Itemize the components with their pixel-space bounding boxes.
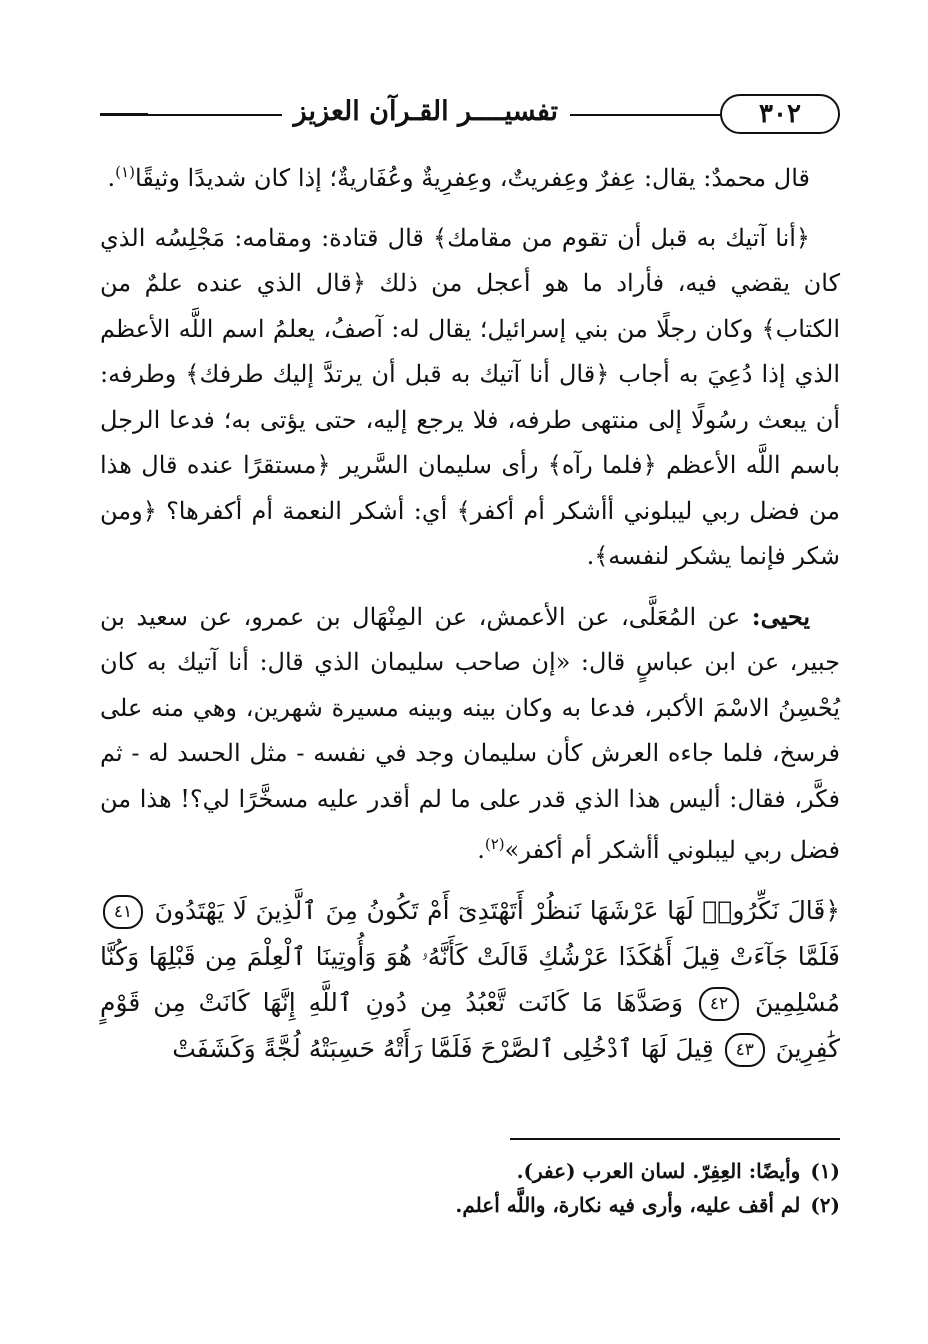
header-dash	[100, 113, 148, 116]
quran-passage	[100, 888, 840, 1072]
footnote-number: (١)	[810, 1159, 840, 1183]
footnote-1	[100, 1154, 840, 1188]
quran-text-c: وَصَدَّهَا مَا كَانَت تَّعْبُدُ مِن دُونِ ٱللَّهِ إِنَّهَا كَانَتْ مِن قَوْمٍ كَٰفِرِينَ	[100, 987, 840, 1063]
running-title: تفسيــــر القـرآن العزيز	[282, 92, 570, 132]
footnote-text: وأيضًا: العِفِرّ. لسان العرب (عفر).	[516, 1159, 801, 1183]
ayah-number-41: ٤١	[103, 895, 143, 929]
footnote-2	[100, 1188, 840, 1222]
ayah-number-42: ٤٢	[699, 987, 739, 1021]
footnote-ref-2: (٢)	[484, 835, 505, 853]
ayah-number-43: ٤٣	[725, 1033, 765, 1067]
footnote-number: (٢)	[810, 1193, 840, 1217]
quran-text-b: فَلَمَّا جَآءَتْ قِيلَ أَهَٰكَذَا عَرْشُكِ قَالَتْ كَأَنَّهُۥ هُوَ وَأُوتِينَا ٱلْعِلْمَ مِن قَبْلِهَا وَكُنَّا مُسْلِمِينَ	[100, 941, 841, 1017]
paragraph-3-end: .	[477, 836, 485, 864]
speaker-name: يحيى:	[751, 601, 810, 631]
quran-text-a: ﴿قَالَ نَكِّرُوا۟ لَهَا عَرْشَهَا نَنظُرْ أَتَهْتَدِىٓ أَمْ تَكُونُ مِنَ ٱلَّذِينَ لَا يَهْتَدُونَ	[154, 895, 840, 925]
page-header	[100, 88, 840, 144]
footnotes	[100, 1154, 840, 1222]
paragraph-3	[100, 594, 840, 874]
footnote-ref-1: (١)	[115, 163, 135, 181]
paragraph-1	[100, 150, 840, 202]
paragraph-1-end: .	[107, 164, 116, 192]
footnote-separator	[510, 1138, 840, 1140]
page-number: ٣٠٢	[720, 94, 840, 134]
paragraph-1-text: قال محمدٌ: يقال: عِفرٌ وعِفريتٌ، وعِفرِيةٌ وعُفَاريةٌ؛ إذا كان شديدًا وثيقًا	[134, 164, 810, 192]
paragraph-3-text: عن المُعَلَّى، عن الأعمش، عن المِنْهَال بن عمرو، عن سعيد بن جبير، عن ابن عباسٍ قال: «إن صاحب سليمان الذي قال: أنا آتيك به كان يُحْسِنُ الاسْمَ الأكبر، فدعا به وكان بينه وبينه مسيرة شهرين، وهي منه على فرسخ، فلما جاءه العرش كأن سليمان وجد في نفسه - مثل الحسد له - ثم فكَّر، فقال: أليس هذا الذي قدر على ما لم أقدر عليه مسخَّرًا لي؟! هذا من فضل ربي ليبلوني أأشكر أم أكفر»	[100, 602, 840, 864]
quran-text-d: قِيلَ لَهَا ٱدْخُلِى ٱلصَّرْحَ فَلَمَّا رَأَتْهُ حَسِبَتْهُ لُجَّةً وَكَشَفَتْ	[172, 1033, 714, 1063]
paragraph-2: ﴿أنا آتيك به قبل أن تقوم من مقامك﴾ قال قتادة: ومقامه: مَجْلِسُه الذي كان يقضي فيه، فأراد ما هو أعجل من ذلك ﴿قال الذي عنده علمٌ من الكتاب﴾ وكان رجلًا من بني إسرائيل؛ يقال له: آصفُ، يعلمُ اسم اللَّه الأعظم الذي إذا دُعِيَ به أجاب ﴿قال أنا آتيك به قبل أن يرتدَّ إليك طرفك﴾ وطرفه: أن يبعث رسُولًا إلى منتهى طرفه، فلا يرجع إليه، حتى يؤتى به؛ فدعا الرجل باسم اللَّه الأعظم ﴿فلما رآه﴾ رأى سليمان السَّرير ﴿مستقرًا عنده قال هذا من فضل ربي ليبلوني أأشكر أم أكفر﴾ أي: أشكر النعمة أم أكفرها؟ ﴿ومن شكر فإنما يشكر لنفسه﴾.	[100, 223, 840, 570]
footnote-text: لم أقف عليه، وأرى فيه نكارة، واللَّه أعلم.	[455, 1193, 801, 1217]
page	[100, 88, 841, 1217]
